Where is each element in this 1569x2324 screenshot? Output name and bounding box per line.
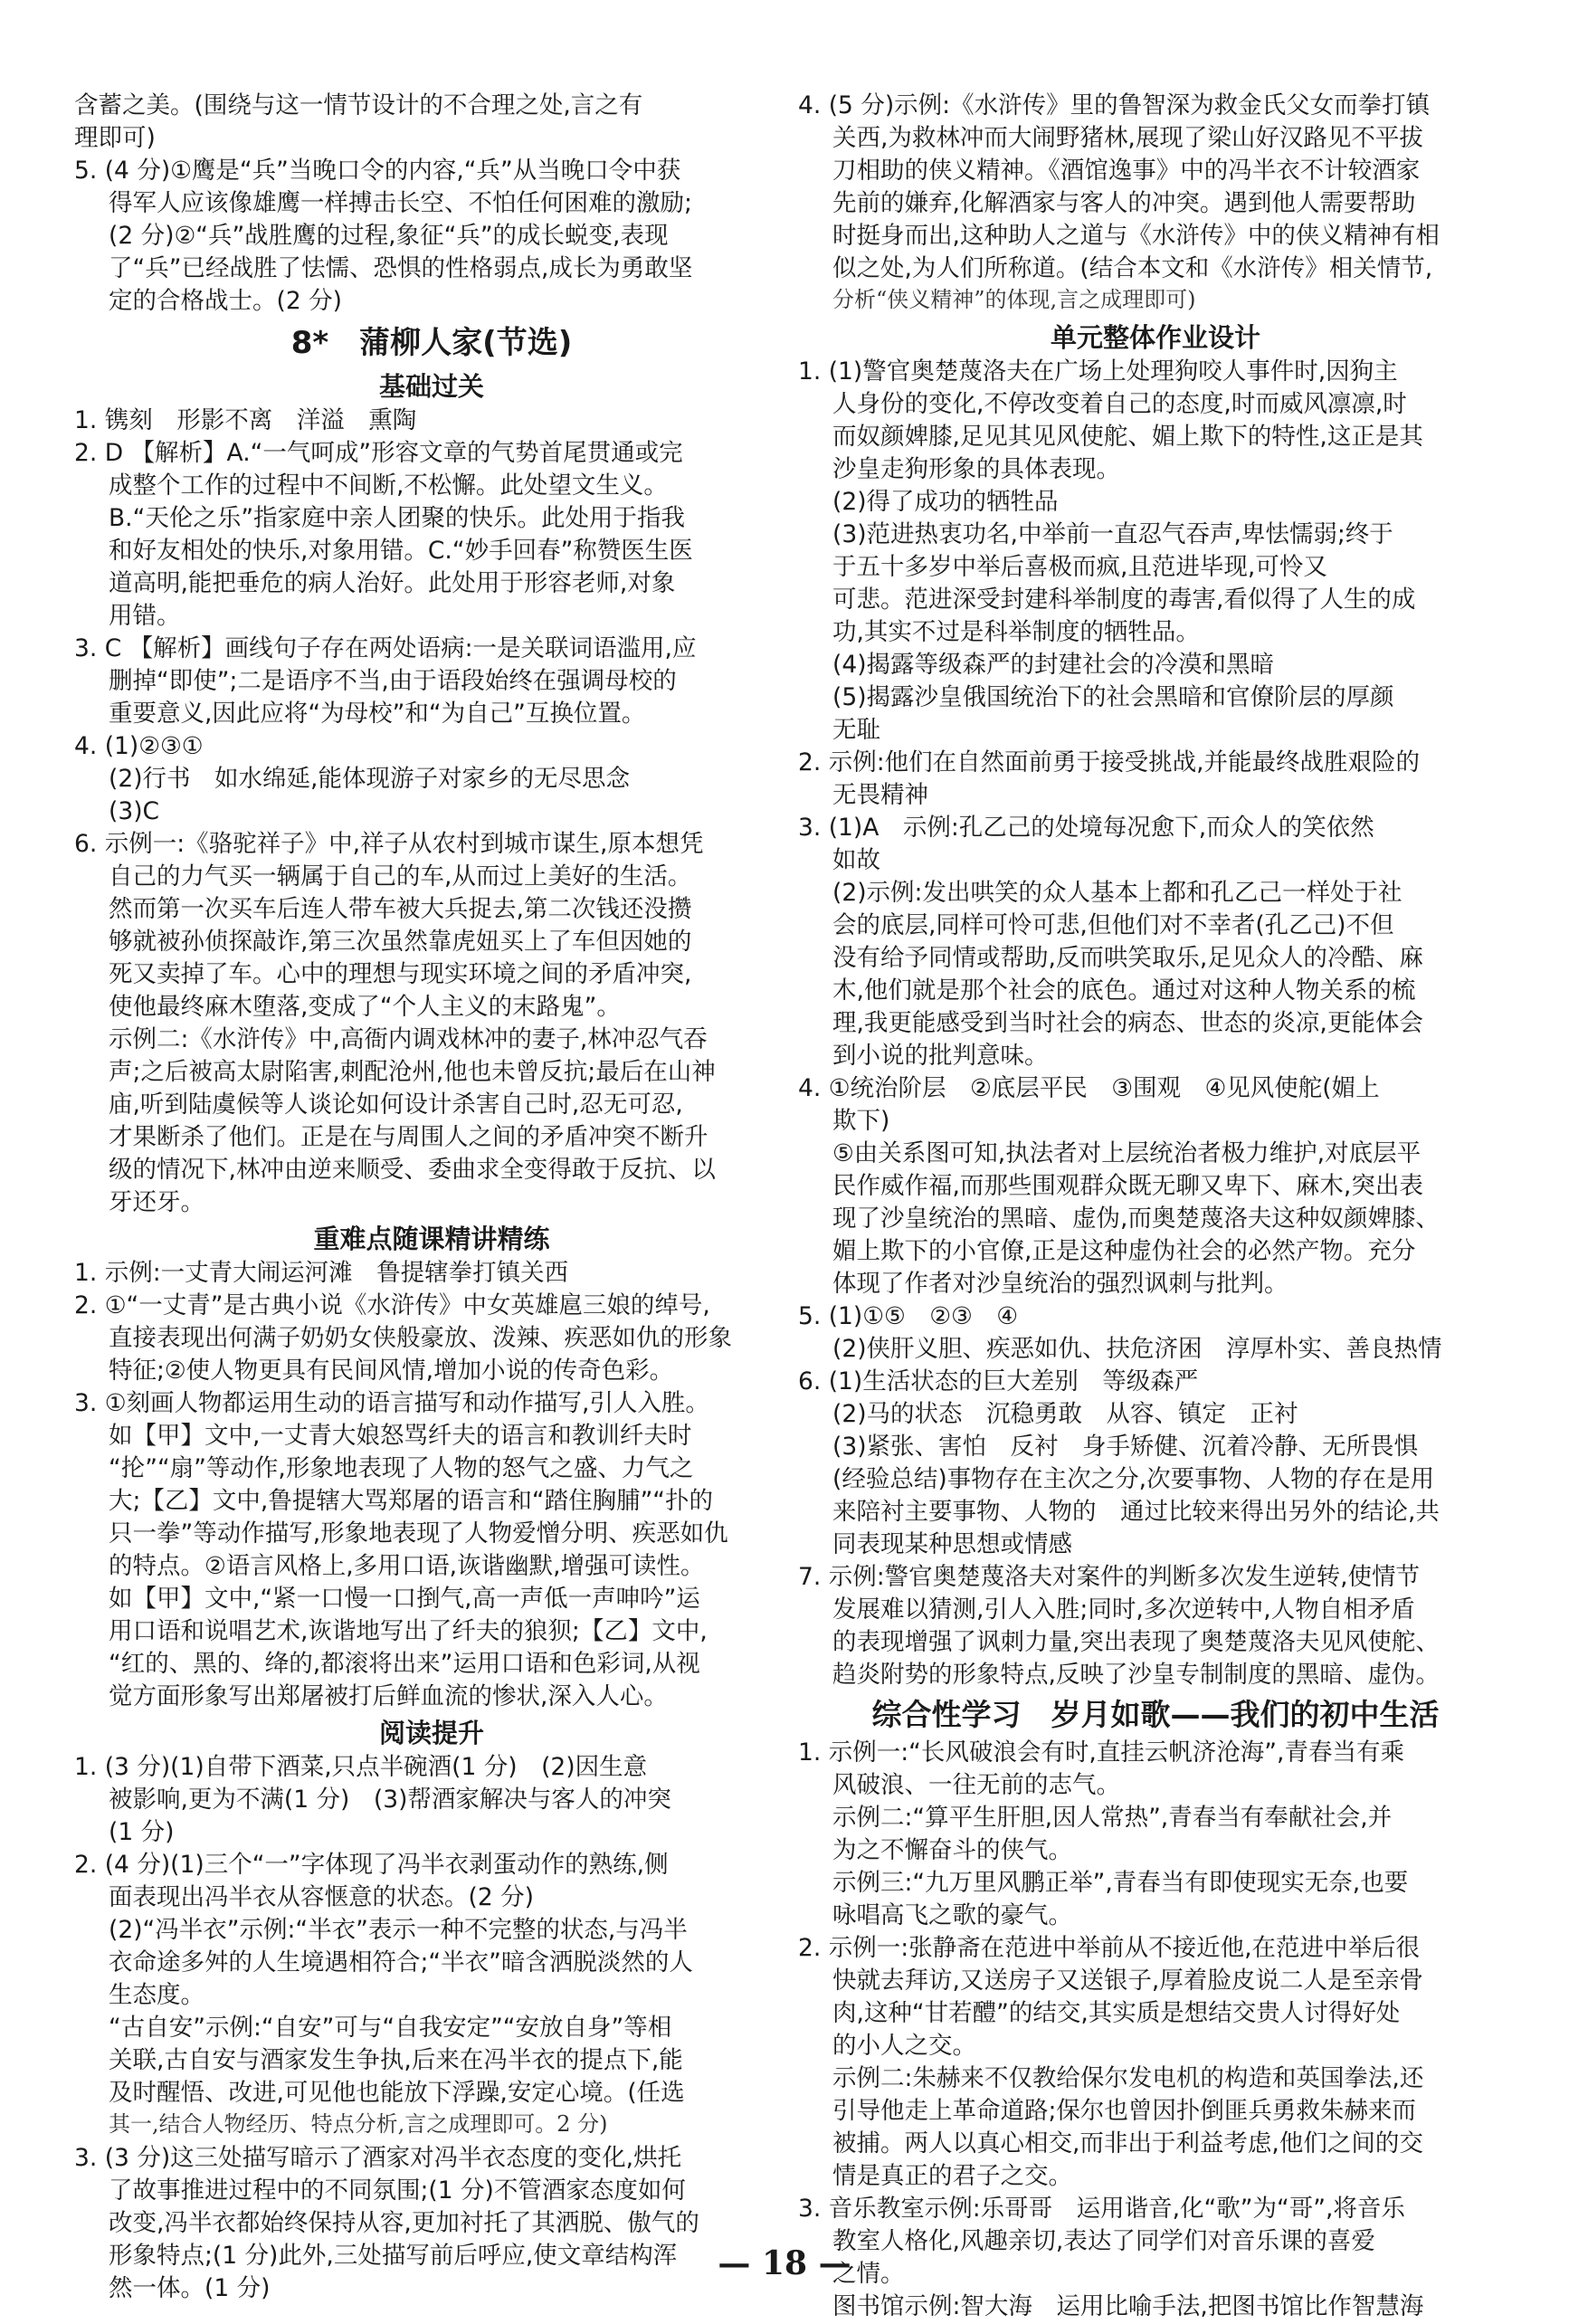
text-line: (2)侠肝义胆、疾恶如仇、扶危济困 淳厚朴实、善良热情 <box>832 1335 1442 1363</box>
text-line: 了故事推进过程中的不同氛围;(1 分)不管酒家态度如何 <box>109 2176 686 2205</box>
text-line: 似之处,为人们所称道。(结合本文和《水浒传》相关情节, <box>832 254 1433 282</box>
text-line: 可悲。范进深受封建科举制度的毒害,看似得了人生的成 <box>832 586 1416 614</box>
text-line: 1. (1)警官奥楚蔑洛夫在广场上处理狗咬人事件时,因狗主 <box>798 357 1398 386</box>
text-line: 面表现出冯半衣从容惬意的状态。(2 分) <box>109 1883 534 1911</box>
text-line: 4. (5 分)示例:《水浒传》里的鲁智深为救金氏父女而拳打镇 <box>798 91 1431 119</box>
text-line: 如故 <box>832 846 880 874</box>
text-line: 声;之后被高太尉陷害,刺配沧州,他也未曾反抗;最后在山神 <box>109 1058 716 1086</box>
text-line: 了“兵”已经战胜了怯懦、恐惧的性格弱点,成长为勇敢坚 <box>109 254 693 282</box>
text-line: 4. ①统治阶层 ②底层平民 ③围观 ④见风使舵(媚上 <box>798 1074 1380 1102</box>
text-line: 大;【乙】文中,鲁提辖大骂郑屠的语言和“踏住胸脯”“扑的 <box>109 1487 714 1515</box>
text-line: 死又卖掉了车。心中的理想与现实环境之间的矛盾冲突, <box>109 960 692 988</box>
text-line: 3. (3 分)这三处描写暗示了酒家对冯半衣态度的变化,烘托 <box>74 2144 682 2172</box>
text-line: 被影响,更为不满(1 分) (3)帮酒家解决与客人的冲突 <box>109 1786 671 1814</box>
text-line: 5. (4 分)①鹰是“兵”当晚口令的内容,“兵”从当晚口令中获 <box>74 157 681 185</box>
text-line: (2)行书 如水绵延,能体现游子对家乡的无尽思念 <box>109 765 630 793</box>
text-line: 情是真正的君子之交。 <box>832 2162 1072 2190</box>
text-line: 2. ①“一丈青”是古典小说《水浒传》中女英雄扈三娘的绰号, <box>74 1291 710 1319</box>
text-line: 现了沙皇统治的黑暗、虚伪,而奥楚蔑洛夫这种奴颜婢膝、 <box>832 1205 1440 1233</box>
text-line: 衣命途多舛的人生境遇相符合;“半衣”暗含洒脱淡然的人 <box>109 1948 693 1976</box>
text-line: 3. C 【解析】画线句子存在两处语病:一是关联词语滥用,应 <box>74 634 697 662</box>
text-line: 无畏精神 <box>832 781 928 809</box>
text-line: 先前的嫌弃,化解酒家与客人的冲突。遇到他人需要帮助 <box>832 189 1416 217</box>
text-line: “古自安”示例:“自安”可与“自我安定”“安放自身”等相 <box>109 2014 672 2042</box>
text-line: ⑤由关系图可知,执法者对上层统治者极力维护,对底层平 <box>832 1139 1422 1167</box>
text-line: 6. (1)生活状态的巨大差别 等级森严 <box>798 1367 1199 1395</box>
text-line: 得军人应该像雄鹰一样搏击长空、不怕任何困难的激励; <box>109 189 692 217</box>
text-line: “红的、黑的、绛的,都滚将出来”运用口语和色彩词,从视 <box>109 1650 700 1678</box>
text-line: 来陪衬主要事物、人物的 通过比较来得出另外的结论,共 <box>832 1498 1440 1526</box>
text-line: 会的底层,同样可怜可悲,但他们对不幸者(孔乙己)不但 <box>832 911 1394 939</box>
text-line: 使他最终麻木堕落,变成了“个人主义的末路鬼”。 <box>109 993 621 1021</box>
section-title: 综合性学习 岁月如歌——我们的初中生活 <box>871 1697 1440 1732</box>
text-line: 用口语和说唱艺术,诙谐地写出了纤夫的狼狈;【乙】文中, <box>109 1617 708 1645</box>
text-line: (3)C <box>109 797 160 825</box>
text-line: 觉方面形象写出郑屠被打后鲜血流的惨状,深入人心。 <box>109 1682 668 1710</box>
text-line: 关西,为救林冲而大闹野猪林,展现了梁山好汉路见不平拔 <box>832 124 1423 152</box>
page-number: — 18 — <box>718 2244 851 2282</box>
text-line: 媚上欺下的小官僚,正是这种虚伪社会的必然产物。充分 <box>832 1237 1416 1265</box>
text-line: (经验总结)事物存在主次之分,次要事物、人物的存在是用 <box>832 1465 1435 1493</box>
text-line: 5. (1)①⑤ ②③ ④ <box>798 1302 1019 1330</box>
text-line: 改变,冯半衣都始终保持从容,更加衬托了其洒脱、傲气的 <box>109 2209 699 2237</box>
left-column <box>74 90 789 2306</box>
section-title: 8* 蒲柳人家(节选) <box>290 325 573 361</box>
text-line: 到小说的批判意味。 <box>832 1042 1049 1070</box>
text-line: 时挺身而出,这种助人之道与《水浒传》中的侠义精神有相 <box>832 222 1440 250</box>
text-line: 和好友相处的快乐,对象用错。C.“妙手回春”称赞医生医 <box>109 537 693 565</box>
text-line: 只一拳”等动作描写,形象地表现了人物爱憎分明、疾恶如仇 <box>109 1519 728 1548</box>
subsection-title: 基础过关 <box>378 371 484 402</box>
text-line: 同表现某种思想或情感 <box>832 1530 1072 1558</box>
text-line: 为之不懈奋斗的侠气。 <box>832 1836 1072 1864</box>
text-line: 示例二:朱赫来不仅教给保尔发电机的构造和英国拳法,还 <box>832 2064 1424 2092</box>
text-line: 用错。 <box>109 602 181 630</box>
text-line: 生态度。 <box>109 1981 204 2009</box>
text-line: 教室人格化,风趣亲切,表达了同学们对音乐课的喜爱 <box>832 2227 1375 2255</box>
note-line: 其一,结合人物经历、特点分析,言之成理即可。2 分) <box>109 2111 608 2137</box>
text-line: 定的合格战士。(2 分) <box>109 287 342 315</box>
text-line: 如【甲】文中,“紧一口慢一口捯气,高一声低一声呻吟”运 <box>109 1585 700 1613</box>
text-line: 图书馆示例:智大海 运用比喻手法,把图书馆比作智慧海 <box>832 2292 1424 2320</box>
text-line: 成整个工作的过程中不间断,不松懈。此处望文生义。 <box>109 471 668 500</box>
text-line: 2. 示例一:张静斋在范进中举前从不接近他,在范进中举后很 <box>798 1934 1421 1962</box>
text-line: 的小人之交。 <box>832 2032 976 2060</box>
text-line: 然而第一次买车后连人带车被大兵捉去,第二次钱还没攒 <box>109 895 692 923</box>
text-line: (2)示例:发出哄笑的众人基本上都和孔乙己一样处于社 <box>832 879 1403 907</box>
text-line: (2)“冯半衣”示例:“半衣”表示一种不完整的状态,与冯半 <box>109 1916 688 1944</box>
subsection-title: 重难点随课精讲精练 <box>313 1224 550 1254</box>
right-column <box>798 90 1513 2324</box>
text-line: 的特点。②语言风格上,多用口语,诙谐幽默,增强可读性。 <box>109 1552 705 1580</box>
text-line: 没有给予同情或帮助,反而哄笑取乐,足见众人的冷酷、麻 <box>832 944 1423 972</box>
text-line: 道高明,能把垂危的病人治好。此处用于形容老师,对象 <box>109 569 676 597</box>
text-line: 之情。 <box>832 2260 905 2288</box>
text-line: 然一体。(1 分) <box>109 2274 271 2302</box>
text-line: 发展难以猜测,引人入胜;同时,多次逆转中,人物自相矛盾 <box>832 1595 1415 1624</box>
text-line: 示例二:《水浒传》中,高衙内调戏林冲的妻子,林冲忍气吞 <box>109 1025 708 1053</box>
text-line: 级的情况下,林冲由逆来顺受、委曲求全变得敢于反抗、以 <box>109 1156 716 1184</box>
text-line: 无耻 <box>832 716 880 744</box>
text-line: (2)得了成功的牺牲品 <box>832 488 1059 516</box>
text-line: 3. ①刻画人物都运用生动的语言描写和动作描写,引人入胜。 <box>74 1389 709 1417</box>
text-line: 删掉“即使”;二是语序不当,由于语段始终在强调母校的 <box>109 667 677 695</box>
text-line: (2 分)②“兵”战胜鹰的过程,象征“兵”的成长蜕变,表现 <box>109 222 669 250</box>
text-line: 理,我更能感受到当时社会的病态、世态的炎凉,更能体会 <box>832 1009 1423 1037</box>
text-line: 趋炎附势的形象特点,反映了沙皇专制制度的黑暗、虚伪。 <box>832 1661 1440 1689</box>
text-line: 1. 镌刻 形影不离 洋溢 熏陶 <box>74 406 417 434</box>
text-line: 1. (3 分)(1)自带下酒菜,只点半碗酒(1 分) (2)因生意 <box>74 1753 648 1781</box>
text-line: 欺下) <box>832 1107 890 1135</box>
text-line: 快就去拜访,又送房子又送银子,厚着脸皮说二人是至亲骨 <box>832 1967 1423 1995</box>
text-line: 4. (1)②③① <box>74 732 204 760</box>
text-line: 体现了作者对沙皇统治的强烈讽刺与批判。 <box>832 1270 1288 1298</box>
text-line: 被捕。两人以真心相交,而非出于利益考虑,他们之间的交 <box>832 2129 1423 2157</box>
note-line: 分析“侠义精神”的体现,言之成理即可) <box>832 287 1196 312</box>
text-line: 自己的力气买一辆属于自己的车,从而过上美好的生活。 <box>109 862 692 891</box>
text-line: 木,他们就是那个社会的底色。通过对这种人物关系的梳 <box>832 976 1416 1005</box>
text-line: (4)揭露等级森严的封建社会的冷漠和黑暗 <box>832 651 1275 679</box>
text-line: 于五十多岁中举后喜极而疯,且范进毕现,可怜又 <box>832 553 1327 581</box>
text-line: 示例三:“九万里风鹏正举”,青春当有即使现实无奈,也要 <box>832 1869 1409 1897</box>
text-line: (5)揭露沙皇俄国统治下的社会黑暗和官僚阶层的厚颜 <box>832 683 1394 711</box>
text-line: 庙,听到陆虞候等人谈论如何设计杀害自己时,忍无可忍, <box>109 1091 683 1119</box>
text-line: 够就被孙侦探敲诈,第三次虽然靠虎妞买上了车但因她的 <box>109 928 692 956</box>
subsection-title: 单元整体作业设计 <box>1050 322 1260 353</box>
text-line: (1 分) <box>109 1818 175 1846</box>
text-line: 人身份的变化,不停改变着自己的态度,时而威风凛凛,时 <box>832 390 1407 418</box>
text-line: 功,其实不过是科举制度的牺牲品。 <box>832 618 1200 646</box>
text-line: 2. D 【解析】A.“一气呵成”形容文章的气势首尾贯通或完 <box>74 439 683 467</box>
text-line: 重要意义,因此应将“为母校”和“为自己”互换位置。 <box>109 700 646 728</box>
text-line: 牙还牙。 <box>109 1188 204 1216</box>
text-line: 3. (1)A 示例:孔乙己的处境每况愈下,而众人的笑依然 <box>798 814 1374 842</box>
text-line: 7. 示例:警官奥楚蔑洛夫对案件的判断多次发生逆转,使情节 <box>798 1563 1421 1591</box>
text-line: (2)马的状态 沉稳勇敢 从容、镇定 正衬 <box>832 1400 1298 1428</box>
text-line: 特征;②使人物更具有民间风情,增加小说的传奇色彩。 <box>109 1357 674 1385</box>
text-line: 示例二:“算平生肝胆,因人常热”,青春当有奉献社会,并 <box>832 1804 1393 1832</box>
text-line: 民作威作福,而那些围观群众既无聊又卑下、麻木,突出表 <box>832 1172 1423 1200</box>
text-line: 理即可) <box>74 124 156 152</box>
text-line: (3)范进热衷功名,中举前一直忍气吞声,卑怯懦弱;终于 <box>832 520 1393 548</box>
text-line: 形象特点;(1 分)此外,三处描写前后呼应,使文章结构浑 <box>109 2242 678 2270</box>
text-line: 如【甲】文中,一丈青大娘怒骂纤夫的语言和教训纤夫时 <box>109 1422 692 1450</box>
text-line: 含蓄之美。(围绕与这一情节设计的不合理之处,言之有 <box>74 91 643 119</box>
text-line: 而奴颜婢膝,足见其见风使舵、媚上欺下的特性,这正是其 <box>832 423 1423 451</box>
text-line: 6. 示例一:《骆驼祥子》中,祥子从农村到城市谋生,原本想凭 <box>74 830 704 858</box>
text-line: 风破浪、一往无前的志气。 <box>832 1771 1120 1799</box>
text-line: 的表现增强了讽刺力量,突出表现了奥楚蔑洛夫见风使舵、 <box>832 1628 1440 1656</box>
text-line: 2. 示例:他们在自然面前勇于接受挑战,并能最终战胜艰险的 <box>798 748 1421 776</box>
text-line: 咏唱高飞之歌的豪气。 <box>832 1901 1072 1929</box>
text-line: 2. (4 分)(1)三个“一”字体现了冯半衣剥蛋动作的熟练,侧 <box>74 1851 669 1879</box>
text-line: 刀相助的侠义精神。《酒馆逸事》中的冯半衣不计较酒家 <box>832 157 1421 185</box>
text-line: 3. 音乐教室示例:乐哥哥 运用谐音,化“歌”为“哥”,将音乐 <box>798 2195 1405 2223</box>
text-line: 1. 示例:一丈青大闹运河滩 鲁提辖拳打镇关西 <box>74 1259 569 1287</box>
text-line: 关联,古自安与酒家发生争执,后来在冯半衣的提点下,能 <box>109 2046 683 2074</box>
text-line: “抡”“扇”等动作,形象地表现了人物的怒气之盛、力气之 <box>109 1454 694 1482</box>
text-line: 及时醒悟、改进,可见他也能放下浮躁,安定心境。(任选 <box>109 2079 685 2107</box>
text-line: B.“天伦之乐”指家庭中亲人团聚的快乐。此处用于指我 <box>109 504 686 532</box>
text-line: 引导他走上革命道路;保尔也曾因扑倒匪兵勇救朱赫来而 <box>832 2097 1416 2125</box>
text-line: 沙皇走狗形象的具体表现。 <box>832 455 1120 483</box>
text-line: 才果断杀了他们。正是在与周围人之间的矛盾冲突不断升 <box>109 1123 708 1151</box>
text-line: 肉,这种“甘若醴”的结交,其实质是想结交贵人讨得好处 <box>832 1999 1401 2027</box>
text-line: 直接表现出何满子奶奶女侠般豪放、泼辣、疾恶如仇的形象 <box>109 1324 732 1352</box>
text-line: (3)紧张、害怕 反衬 身手矫健、沉着冷静、无所畏惧 <box>832 1433 1419 1461</box>
subsection-title: 阅读提升 <box>378 1718 484 1748</box>
text-line: 1. 示例一:“长风破浪会有时,直挂云帆济沧海”,青春当有乘 <box>798 1738 1404 1767</box>
